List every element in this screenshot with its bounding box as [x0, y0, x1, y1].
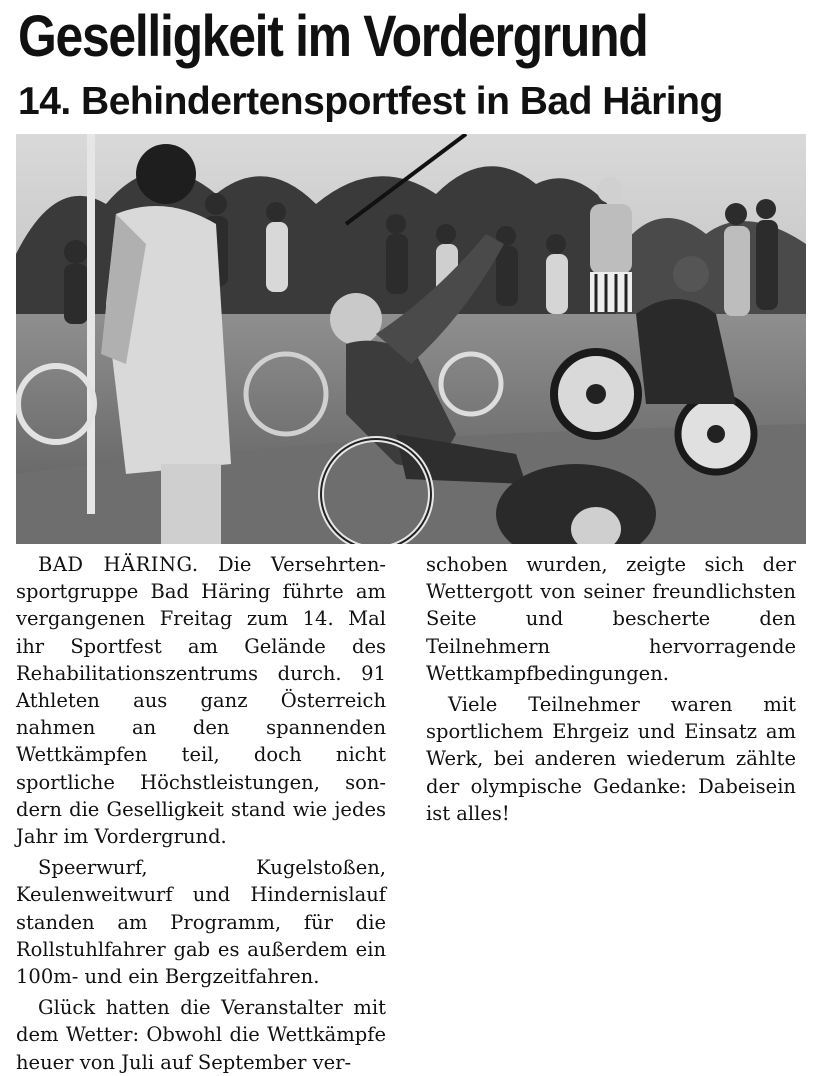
article-column-left: [16, 551, 386, 1076]
article-paragraph-3-start: Glück hatten die Veranstalter mit dem Wetter: Obwohl die Wettkämpfe heuer von Juli auf September ver-: [16, 996, 386, 1074]
article-paragraph-4: Viele Teilnehmer waren mit sportlichem Ehrgeiz und Einsatz am Werk, bei anderen wiederum zählte der olympische Gedanke: Dabeisein ist alles!: [426, 693, 796, 825]
article-headline: Geselligkeit im Vordergrund: [18, 4, 648, 69]
article-paragraph-2: Speerwurf, Kugelstoßen, Keulenweitwurf und Hindernislauf standen am Programm, für die Rollstuhlfahrer gab es außerdem ein 100m- und ein Bergzeitfahren.: [16, 856, 386, 989]
article-column-right: [426, 551, 796, 827]
photo-wheelchair-athlete-icon: [16, 134, 806, 544]
article-photo: [16, 134, 806, 544]
article-paragraph-3-end: schoben wurden, zeigte sich der Wettergott von seiner freundlichsten Seite und bescherte den Teilnehmern hervorragende Wettkampfbedingungen.: [426, 553, 796, 685]
article-paragraph-1: BAD HÄRING. Die Versehrtensportgruppe Bad Häring führte am vergangenen Freitag zum 14. Mal ihr Sportfest am Gelände des Rehabilitationszentrums durch. 91 Athleten aus ganz Österreich nahmen an den spannenden Wettkämpfen teil, doch nicht sportliche Höchstleistungen, sondern die Geselligkeit stand wie jedes Jahr im Vordergrund.: [16, 553, 386, 849]
article-subheadline: 14. Behindertensportfest in Bad Häring: [18, 80, 723, 123]
article-dateline: BAD HÄRING.: [38, 553, 199, 576]
